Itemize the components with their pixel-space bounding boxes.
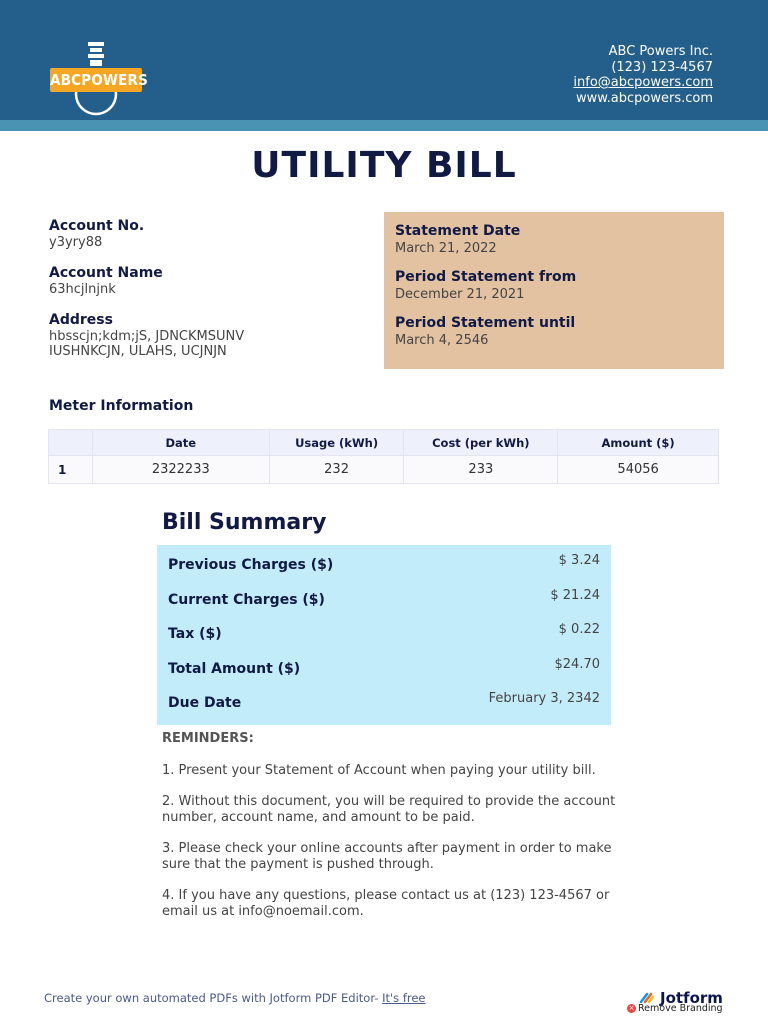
company-contact [573,44,713,106]
logo-text: ABCPOWERS [50,68,142,92]
remove-branding-label: Remove Branding [638,1003,723,1014]
summary-label: Tax ($) [168,626,222,642]
statement-date: March 21, 2022 [395,241,497,256]
summary-row [168,657,600,692]
account-info [49,217,359,373]
period-from: December 21, 2021 [395,287,525,302]
summary-value: $ 3.24 [558,553,600,568]
reminders-section [162,731,622,935]
summary-value: $ 21.24 [550,587,600,603]
summary-value: February 3, 2342 [488,691,600,706]
summary-row [168,588,600,623]
summary-value: $24.70 [554,656,600,672]
table-cell: 1 [49,456,93,484]
page-title: UTILITY BILL [251,145,517,186]
column-header: Usage (kWh) [269,430,404,456]
company-email-link[interactable]: info@abcpowers.com [573,75,713,90]
period-from-label: Period Statement from [395,269,577,285]
reminder-item: 2. Without this document, you will be required to provide the account number, account name, and amount to be paid. [162,794,616,825]
table-cell: 54056 [558,456,719,484]
footer-note [44,991,426,1005]
jotform-branding[interactable] [627,989,727,1017]
summary-label: Due Date [168,695,242,711]
reminder-item: 3. Please check your online accounts after payment in order to make sure that the payment is pushed through. [162,841,612,872]
address-line-1: hbsscjn;kdm;jS, JDNCKMSUNV [49,329,245,344]
period-until-label: Period Statement until [395,315,576,331]
table-cell: 232 [269,456,404,484]
statement-box [384,212,724,369]
period-until: March 4, 2546 [395,333,489,348]
column-header: Date [92,430,269,456]
account-number: y3yry88 [49,235,103,250]
summary-label: Total Amount ($) [168,660,301,677]
jotform-brand: Jotform [660,989,723,1007]
summary-label: Current Charges ($) [168,591,325,608]
reminder-item: 1. Present your Statement of Account when paying your utility bill. [162,762,596,778]
table-cell: 233 [404,456,558,484]
column-header [49,430,93,456]
address-label: Address [49,312,113,328]
table-row [49,456,719,484]
table-cell: 2322233 [92,456,269,484]
bill-summary-box [157,545,611,725]
account-number-label: Account No. [49,218,145,234]
company-phone: (123) 123-4567 [611,59,713,75]
meter-title: Meter Information [49,398,194,414]
summary-value: $ 0.22 [558,622,600,637]
summary-row [168,553,600,588]
meter-table [48,429,719,484]
column-header: Cost (per kWh) [404,430,558,456]
reminders-title: REMINDERS: [162,731,254,746]
footer-text: Create your own automated PDFs with Jotform PDF Editor- [44,991,383,1005]
its-free-link[interactable]: It's free [382,991,426,1005]
summary-label: Previous Charges ($) [168,557,334,573]
account-name-label: Account Name [49,265,163,281]
company-name: ABC Powers Inc. [608,44,713,59]
summary-row [168,622,600,657]
header-strip [0,120,768,131]
company-logo [50,38,149,118]
bill-summary-title: Bill Summary [162,510,327,535]
company-website: www.abcpowers.com [575,90,713,106]
account-name: 63hcjlnjnk [49,282,116,297]
summary-row [168,691,600,726]
close-icon: × [628,1004,635,1012]
column-header: Amount ($) [558,430,719,456]
remove-branding-link[interactable] [627,1003,723,1014]
table-header-row [49,430,719,456]
address-line-2: IUSHNKCJN, ULAHS, UCJNJN [49,344,227,359]
reminder-item: 4. If you have any questions, please contact us at (123) 123-4567 or email us at info@noemail.com. [162,888,610,919]
statement-date-label: Statement Date [395,223,521,239]
